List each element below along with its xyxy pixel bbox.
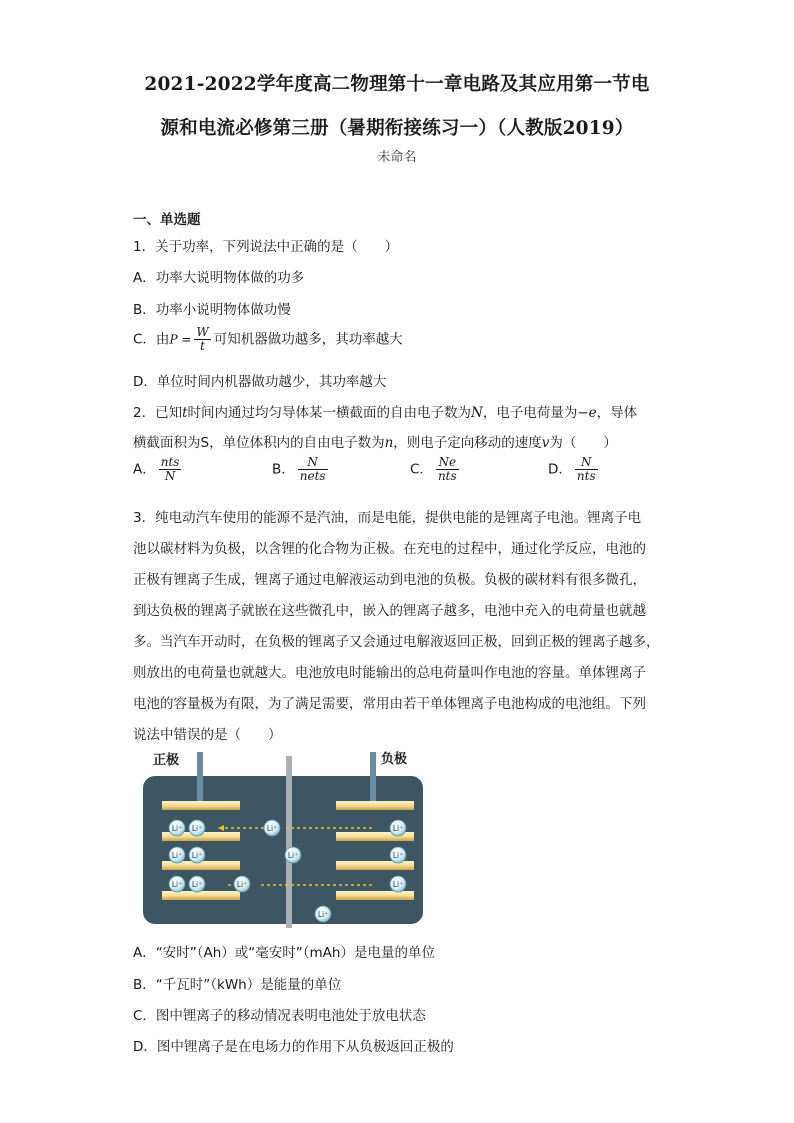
q2-option-c [410, 456, 462, 483]
document-subtitle: 未命名 [377, 150, 417, 165]
q2-option-label: D． [548, 461, 572, 478]
lithium-battery-diagram [140, 748, 430, 928]
lithium-ion-label: Li⁺ [392, 880, 404, 889]
lithium-ion-label: Li⁺ [171, 880, 183, 889]
document-title-line-1: 2021-2022学年度高二物理第十一章电路及其应用第一节电 [144, 74, 650, 95]
lithium-ion-label: Li⁺ [171, 851, 183, 860]
q2-option-d [548, 456, 601, 483]
q3-stem-line: 正极有锂离子生成，锂离子通过电解液运动到电池的负极。负极的碳材料有很多微孔， [133, 572, 646, 588]
lithium-ion-label: Li⁺ [287, 851, 299, 860]
q1-formula-denominator: t [200, 339, 205, 353]
q2-var-n: n [384, 435, 394, 451]
q1-formula-numerator: W [196, 325, 209, 339]
lithium-ion-label: Li⁺ [266, 824, 278, 833]
document-title-line-2: 源和电流必修第三册（暑期衔接练习一）（人教版2019） [160, 118, 634, 139]
electrode-plate [162, 891, 240, 900]
q3-stem-line: 说法中错误的是（ ） [133, 727, 282, 743]
lithium-ion-label: Li⁺ [236, 880, 248, 889]
electrode-plate [336, 801, 414, 810]
q2-var-N: N [471, 405, 483, 421]
q2-option-label: B． [272, 461, 295, 478]
section-heading: 一、单选题 [133, 212, 201, 228]
q2-option-fraction [436, 456, 459, 483]
lithium-ion-label: Li⁺ [171, 824, 183, 833]
q2-stem-line-2 [133, 431, 617, 451]
fraction-denominator: nts [437, 469, 457, 483]
q2-text: ，则电子定向移动的速度 [393, 435, 542, 451]
q2-text: 2．已知 [133, 405, 183, 421]
q3-stem-line: 到达负极的锂离子就嵌在这些微孔中，嵌入的锂离子越多，电池中充入的电荷量也就越 [133, 603, 646, 619]
electrolyte-container [143, 776, 423, 924]
q2-option-fraction [575, 456, 598, 483]
q2-option-b [272, 456, 331, 483]
fraction-denominator: N [164, 469, 176, 483]
q1-stem: 1．关于功率，下列说法中正确的是（ ） [133, 239, 399, 255]
q2-option-label: C． [410, 461, 433, 478]
q2-text: ，电子电荷量为 [482, 405, 578, 421]
q1-option-d: D．单位时间内机器做功越少，其功率越大 [133, 374, 387, 390]
q2-option-label: A． [133, 461, 156, 478]
q3-option-b: B．“千瓦时”（kWh）是能量的单位 [133, 977, 342, 993]
lithium-ion-label: Li⁺ [191, 880, 203, 889]
q1-option-a: A．功率大说明物体做的功多 [133, 270, 305, 286]
q3-stem-line: 多。当汽车开动时，在负极的锂离子又会通过电解液返回正极，回到正极的锂离子越多， [133, 634, 660, 650]
lithium-ion-label: Li⁺ [191, 824, 203, 833]
electrode-plate [162, 801, 240, 810]
q3-option-c: C．图中锂离子的移动情况表明电池处于放电状态 [133, 1008, 426, 1024]
q3-option-a: A．“安时”（Ah）或“毫安时”（mAh）是电量的单位 [133, 945, 435, 961]
q3-option-d: D．图中锂离子是在电场力的作用下从负极返回正极的 [133, 1039, 454, 1055]
fraction-denominator: nets [299, 469, 326, 483]
q2-option-a [133, 456, 184, 483]
q3-stem-line: 池以碳材料为负极，以含锂的化合物为正极。在充电的过程中，通过化学反应，电池的 [133, 541, 646, 557]
q2-var-e: −e [577, 405, 597, 421]
q1-formula-lhs: P = [169, 332, 192, 347]
q2-var-t: t [182, 405, 188, 421]
q2-option-fraction [298, 456, 328, 483]
lithium-ion-label: Li⁺ [392, 824, 404, 833]
fraction-numerator: Ne [436, 456, 459, 470]
q1-option-c [133, 326, 403, 353]
q1-option-c-prefix: C．由 [133, 331, 170, 348]
q2-text: 横截面积为S，单位体积内的自由电子数为 [133, 435, 385, 451]
lithium-ion-label: Li⁺ [392, 851, 404, 860]
fraction-numerator: N [575, 456, 598, 470]
q2-text: 为（ ） [549, 435, 617, 451]
electrode-plate [336, 861, 414, 870]
q2-option-fraction [159, 456, 182, 483]
lithium-ion-label: Li⁺ [317, 910, 329, 919]
q3-stem-line: 3．纯电动汽车使用的能源不是汽油，而是电能，提供电能的是锂离子电池。锂离子电 [133, 510, 642, 526]
separator-membrane [286, 756, 292, 928]
q2-text: ，导体 [596, 405, 638, 421]
negative-electrode-label: 负极 [381, 752, 408, 767]
q3-stem-line: 则放出的电荷量也就越大。电池放电时能输出的总电荷量叫作电池的容量。单体锂离子 [133, 665, 646, 681]
q2-stem-line-1 [133, 401, 637, 421]
fraction-denominator: nts [576, 469, 596, 483]
q1-option-b: B．功率小说明物体做功慢 [133, 302, 291, 318]
q3-stem-line: 电池的容量极为有限，为了满足需要，常用由若干单体锂离子电池构成的电池组。下列 [133, 696, 646, 712]
q2-text: 时间内通过均匀导体某一横截面的自由电子数为 [187, 405, 472, 421]
electrode-plate [336, 891, 414, 900]
fraction-numerator: N [298, 456, 328, 470]
fraction-numerator: nts [160, 455, 180, 469]
q1-formula-fraction [194, 326, 210, 353]
lithium-ion-label: Li⁺ [191, 851, 203, 860]
q1-option-c-suffix: 可知机器做功越多，其功率越大 [213, 331, 403, 348]
positive-electrode-label: 正极 [153, 753, 180, 768]
q2-var-v: v [541, 435, 550, 451]
